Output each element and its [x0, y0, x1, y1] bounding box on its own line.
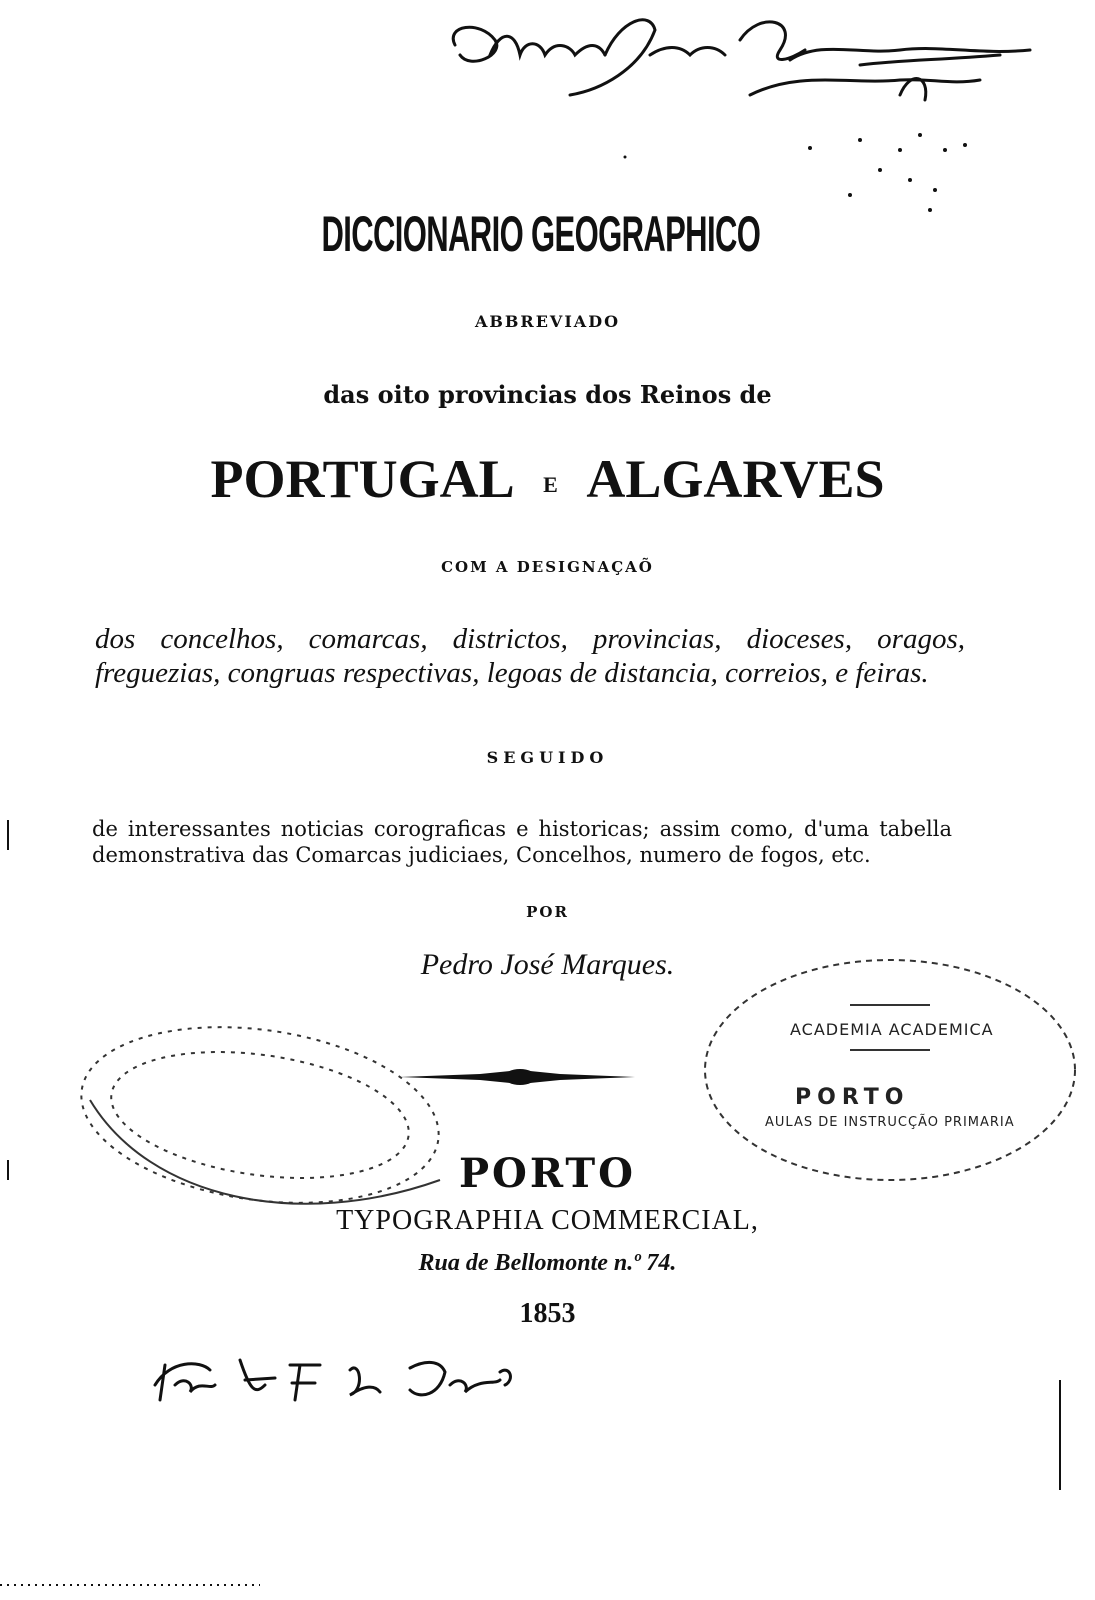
designation-text: dos concelhos, comarcas, districtos, provincias, dioceses, oragos, freguezias, congruas respectivas, legoas de distancia, correios, e feiras. [95, 623, 965, 689]
author-name: Pedro José Marques. [420, 948, 675, 981]
abbreviado-label: ABBREVIADO [474, 312, 621, 331]
signature-bottom-icon [155, 1360, 510, 1400]
subtitle-das: das oito provincias dos Reinos de [323, 380, 772, 409]
com-designacao-label: COM A DESIGNAÇAÕ [441, 558, 654, 576]
margin-specks-icon [0, 820, 1060, 1585]
additional-text: de interessantes noticias corograficas e historicas; assim como, d'uma tabella demonstrativa das Comarcas judiciaes, Concelhos, numero de fogos, etc. [92, 817, 952, 867]
city-name: PORTO [458, 1150, 637, 1197]
printer-name: TYPOGRAPHIA COMMERCIAL, [336, 1205, 759, 1236]
book-title: DICCIONARIO GEOGRAPHICO [321, 206, 761, 262]
stamp-right-icon [705, 960, 1075, 1180]
publication-year: 1853 [519, 1298, 576, 1329]
seguido-label: SEGUIDO [486, 748, 609, 767]
stamp-right-line2: AULAS DE INSTRUCÇÃO PRIMARIA [765, 1115, 1015, 1130]
ink-specks-icon [624, 133, 968, 212]
stamp-right-line1: PORTO [795, 1085, 910, 1110]
country-heading [0, 448, 1095, 510]
stamp-right-line3: ACADEMIA ACADEMICA [790, 1020, 994, 1039]
country-conj: E [543, 471, 558, 497]
por-label: POR [526, 903, 569, 921]
country-right: ALGARVES [586, 449, 885, 509]
signature-top-icon [453, 20, 1030, 100]
ornament-rule-icon [400, 1069, 635, 1085]
country-left: PORTUGAL [210, 449, 512, 509]
printer-address: Rua de Bellomonte n.º 74. [418, 1250, 677, 1276]
